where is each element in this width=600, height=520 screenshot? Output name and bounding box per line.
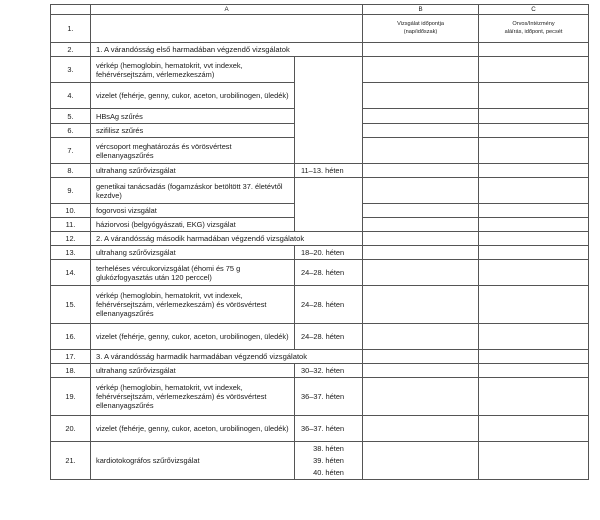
signature-cell[interactable] — [479, 246, 589, 260]
row-number: 1. — [51, 15, 91, 43]
column-c-header: C — [479, 5, 589, 15]
row-number: 2. — [51, 43, 91, 57]
column-b-label: Vizsgálat időpontja (nap/időszak) — [363, 15, 479, 43]
time-value: 38. héten — [313, 443, 344, 453]
exam-name: terheléses vércukorvizsgálat (éhomi és 75 g glukózfogyasztás után 120 perccel) — [91, 260, 295, 286]
exam-name: kardiotokográfos szűrővizsgálat — [91, 442, 295, 480]
time-cell: 36–37. héten — [295, 378, 363, 416]
signature-cell[interactable] — [479, 416, 589, 442]
signature-cell[interactable] — [479, 442, 589, 480]
table-row — [51, 246, 589, 260]
date-cell[interactable] — [363, 232, 479, 246]
time-cell: 11–13. héten — [295, 164, 363, 178]
signature-cell[interactable] — [479, 260, 589, 286]
row-number: 14. — [51, 260, 91, 286]
date-cell[interactable] — [363, 178, 479, 204]
exam-name: ultrahang szűrővizsgálat — [91, 246, 295, 260]
date-cell[interactable] — [363, 43, 479, 57]
table-row — [51, 286, 589, 324]
row-number: 17. — [51, 350, 91, 364]
column-letters-row — [51, 5, 589, 15]
row-number: 7. — [51, 138, 91, 164]
table-row — [51, 15, 589, 43]
exam-name: vizelet (fehérje, genny, cukor, aceton, urobilinogen, üledék) — [91, 416, 295, 442]
date-cell[interactable] — [363, 286, 479, 324]
date-cell[interactable] — [363, 260, 479, 286]
date-cell[interactable] — [363, 324, 479, 350]
exam-name: háziorvosi (belgyógyászati, EKG) vizsgálat — [91, 218, 295, 232]
exam-name: vizelet (fehérje, genny, cukor, aceton, urobilinogen, üledék) — [91, 83, 295, 109]
row-number: 8. — [51, 164, 91, 178]
corner-cell — [51, 5, 91, 15]
date-cell[interactable] — [363, 124, 479, 138]
table-row — [51, 416, 589, 442]
row-number: 11. — [51, 218, 91, 232]
table-row — [51, 364, 589, 378]
signature-cell[interactable] — [479, 286, 589, 324]
column-c-label: Orvos/Intézmény aláírás, időpont, pecsét — [479, 15, 589, 43]
exam-name: vérkép (hemoglobin, hematokrit, vvt indexek, fehérvérsejtszám, vérlemezkeszám) és vörösvértest ellenanyagszűrés — [91, 378, 295, 416]
signature-cell[interactable] — [479, 164, 589, 178]
table-row — [51, 57, 589, 83]
table-row — [51, 324, 589, 350]
time-cell: 24–28. héten — [295, 324, 363, 350]
time-cell — [295, 178, 363, 232]
date-cell[interactable] — [363, 109, 479, 124]
time-cell: 24–28. héten — [295, 260, 363, 286]
signature-cell[interactable] — [479, 204, 589, 218]
signature-cell[interactable] — [479, 43, 589, 57]
signature-cell[interactable] — [479, 83, 589, 109]
time-cell: 18–20. héten — [295, 246, 363, 260]
column-b-header: B — [363, 5, 479, 15]
examination-table — [50, 4, 588, 480]
date-cell[interactable] — [363, 83, 479, 109]
column-a-label — [91, 15, 363, 43]
table-row — [51, 442, 589, 480]
table-row — [51, 350, 589, 364]
exam-name: vérkép (hemoglobin, hematokrit, vvt indexek, fehérvérsejtszám, vérlemezkeszám) és vörösvértest ellenanyagszűrés — [91, 286, 295, 324]
row-number: 16. — [51, 324, 91, 350]
signature-cell[interactable] — [479, 364, 589, 378]
row-number: 10. — [51, 204, 91, 218]
date-cell[interactable] — [363, 416, 479, 442]
section-heading: 2. A várandósság második harmadában végzendő vizsgálatok — [91, 232, 363, 246]
date-cell[interactable] — [363, 246, 479, 260]
section-heading: 3. A várandósság harmadik harmadában végzendő vizsgálatok — [91, 350, 363, 364]
exam-name: fogorvosi vizsgálat — [91, 204, 295, 218]
row-number: 4. — [51, 83, 91, 109]
date-cell[interactable] — [363, 204, 479, 218]
section-heading: 1. A várandósság első harmadában végzendő vizsgálatok — [91, 43, 363, 57]
date-cell[interactable] — [363, 57, 479, 83]
row-number: 9. — [51, 178, 91, 204]
signature-cell[interactable] — [479, 232, 589, 246]
time-cell — [295, 57, 363, 164]
table-row — [51, 232, 589, 246]
signature-cell[interactable] — [479, 324, 589, 350]
signature-cell[interactable] — [479, 378, 589, 416]
exam-name: ultrahang szűrővizsgálat — [91, 364, 295, 378]
table-row — [51, 178, 589, 204]
date-cell[interactable] — [363, 378, 479, 416]
column-a-header: A — [91, 5, 363, 15]
date-cell[interactable] — [363, 350, 479, 364]
time-cell — [295, 442, 363, 480]
row-number: 19. — [51, 378, 91, 416]
date-cell[interactable] — [363, 164, 479, 178]
exam-name: vérkép (hemoglobin, hematokrit, vvt indexek, fehérvérsejtszám, vérlemezkeszám) — [91, 57, 295, 83]
row-number: 5. — [51, 109, 91, 124]
time-cell: 24–28. héten — [295, 286, 363, 324]
time-cell: 36–37. héten — [295, 416, 363, 442]
exam-name: szifilisz szűrés — [91, 124, 295, 138]
table-row — [51, 43, 589, 57]
date-cell[interactable] — [363, 218, 479, 232]
row-number: 20. — [51, 416, 91, 442]
signature-cell[interactable] — [479, 350, 589, 364]
row-number: 21. — [51, 442, 91, 480]
exam-name: ultrahang szűrővizsgálat — [91, 164, 295, 178]
signature-cell[interactable] — [479, 218, 589, 232]
exam-name: genetikai tanácsadás (fogamzáskor betöltött 37. életévtől kezdve) — [91, 178, 295, 204]
signature-cell[interactable] — [479, 124, 589, 138]
date-cell[interactable] — [363, 442, 479, 480]
exam-name: HBsAg szűrés — [91, 109, 295, 124]
signature-cell[interactable] — [479, 57, 589, 83]
row-number: 12. — [51, 232, 91, 246]
table-row — [51, 164, 589, 178]
row-number: 3. — [51, 57, 91, 83]
exam-name: vércsoport meghatározás és vörösvértest ellenanyagszűrés — [91, 138, 295, 164]
signature-cell[interactable] — [479, 109, 589, 124]
table-row — [51, 378, 589, 416]
signature-cell[interactable] — [479, 138, 589, 164]
row-number: 18. — [51, 364, 91, 378]
exam-name: vizelet (fehérje, genny, cukor, aceton, urobilinogen, üledék) — [91, 324, 295, 350]
table-row — [51, 260, 589, 286]
time-cell: 30–32. héten — [295, 364, 363, 378]
row-number: 6. — [51, 124, 91, 138]
row-number: 15. — [51, 286, 91, 324]
signature-cell[interactable] — [479, 178, 589, 204]
time-value: 39. héten — [313, 455, 344, 465]
date-cell[interactable] — [363, 364, 479, 378]
row-number: 13. — [51, 246, 91, 260]
time-value: 40. héten — [313, 467, 344, 477]
date-cell[interactable] — [363, 138, 479, 164]
